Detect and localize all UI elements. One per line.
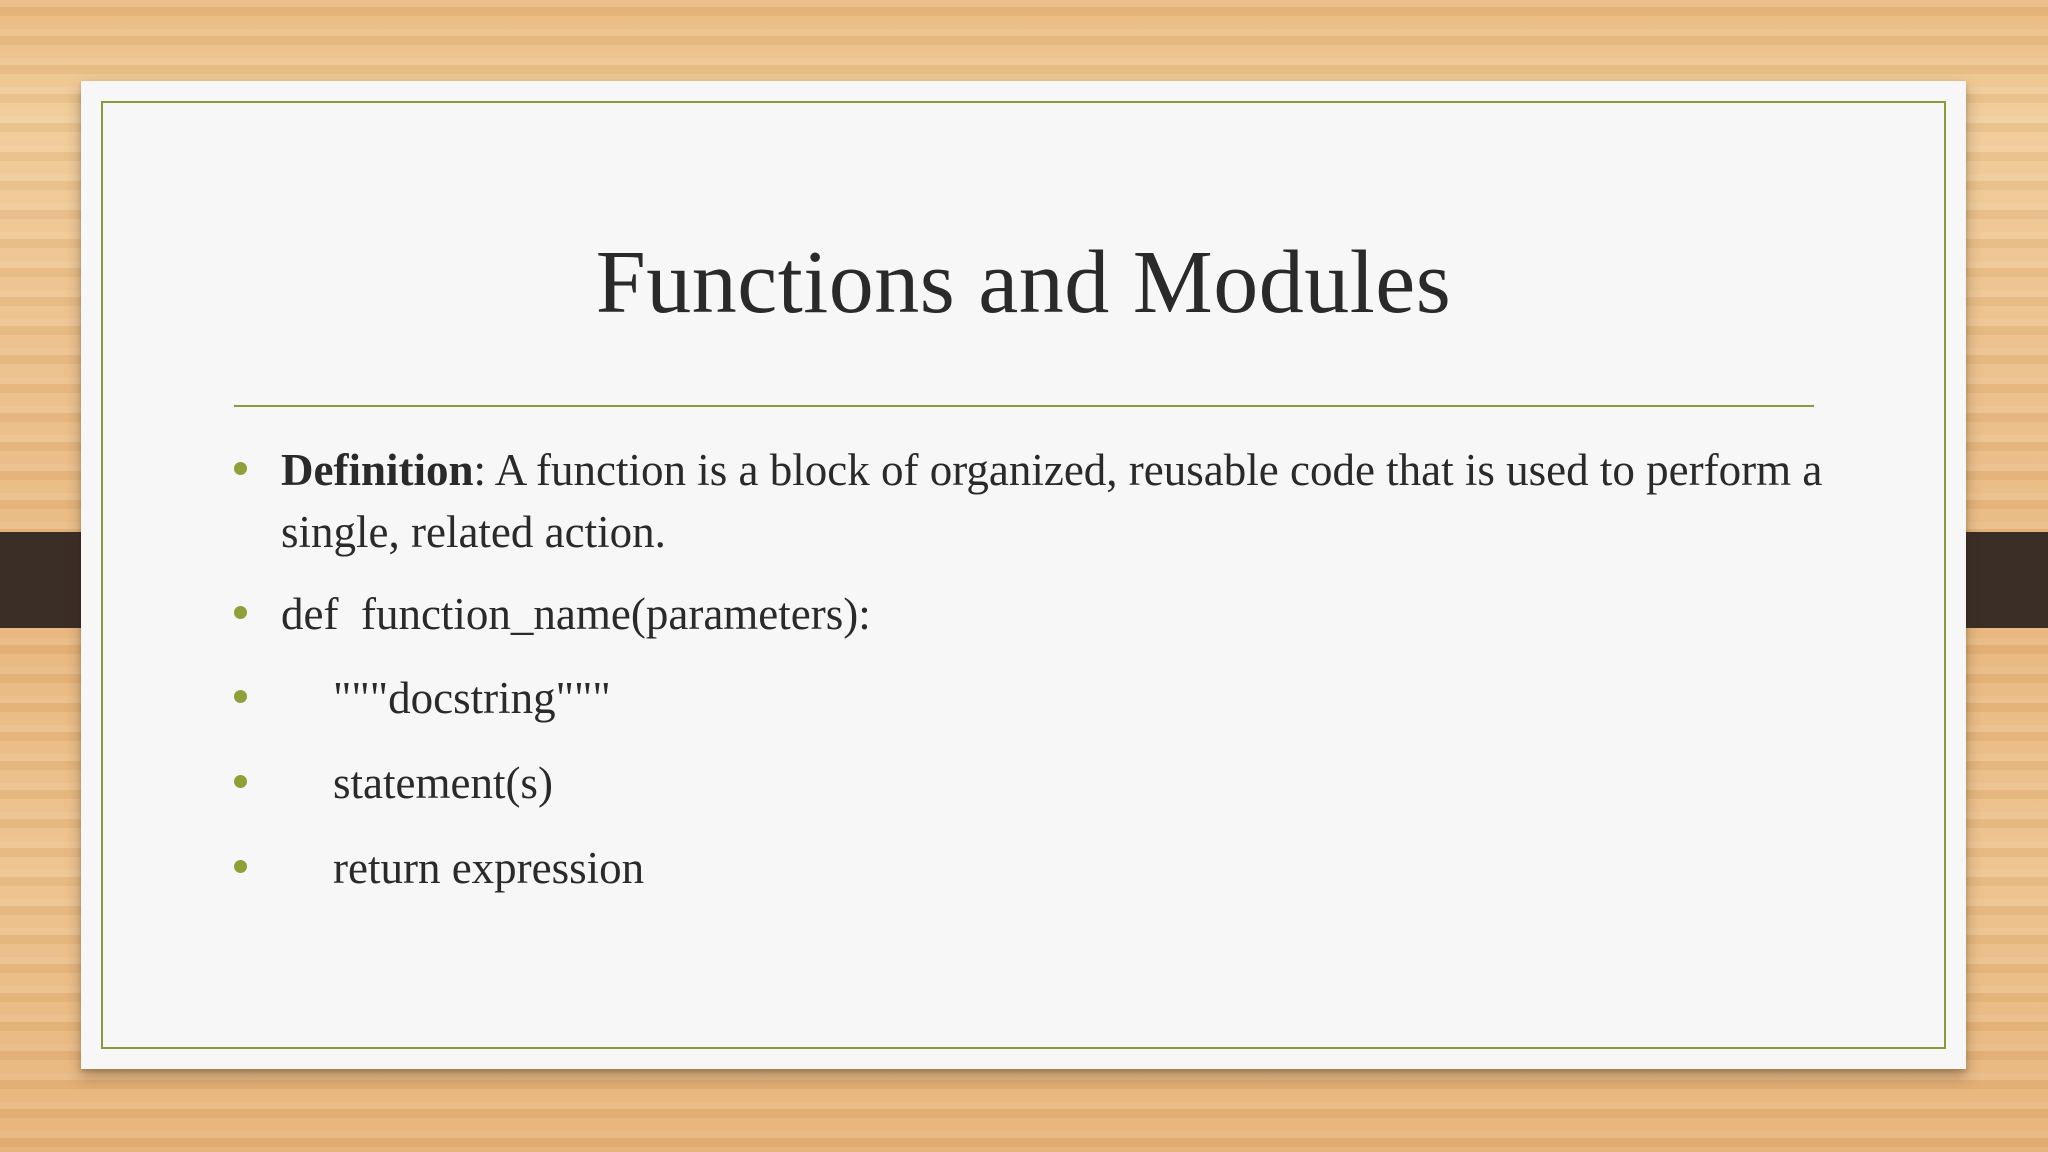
def-signature-text: def function_name(parameters): [281,589,871,639]
docstring-text: """docstring""" [333,673,611,723]
definition-term: Definition [281,445,474,495]
bullet-return [234,837,1854,899]
bullet-definition [234,439,1854,563]
statements-text: statement(s) [333,758,553,808]
bullet-dot [234,775,247,788]
bullet-dot [234,462,247,475]
title-divider [234,405,1814,407]
bullet-list [234,439,1854,899]
bullet-dot [234,606,247,619]
bullet-dot [234,860,247,873]
slide-card [81,81,1966,1069]
bullet-statements [234,752,1854,814]
bullet-docstring [234,667,1854,729]
bullet-dot [234,690,247,703]
return-text: return expression [333,843,645,893]
slide-title: Functions and Modules [595,233,1452,332]
bullet-def-signature [234,583,1854,645]
definition-text: : A function is a block of organized, reusable code that is used to perform a single, related action. [281,445,1823,557]
